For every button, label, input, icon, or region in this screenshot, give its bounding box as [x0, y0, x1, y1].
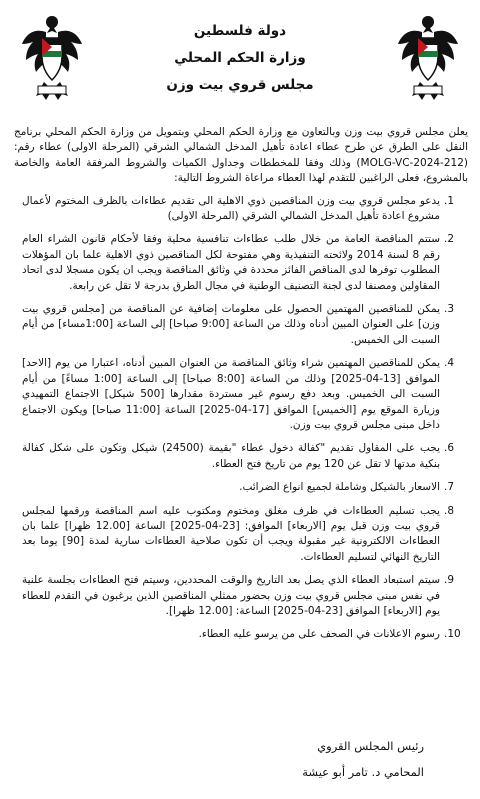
condition-number: 9. — [444, 574, 455, 587]
condition-number: 2. — [444, 233, 455, 246]
condition-item — [14, 441, 468, 472]
condition-number: 3. — [444, 303, 455, 316]
condition-text: يمكن للمناقصين المهتمين شراء وثائق المناقصة من العنوان المبين أدناه، اعتبارا من يوم [الاحد] الموافق [13-04-2025] وذلك من الساعة [8:00 صباحا] إلى الساعة [1:00 مساءً] من أيام السبت الى الخميس. وبعد دفع رسوم غير مستردة مقدارها [500 شيكل] الاجتماع التمهيدي وزيارة الموقع يوم [الخميس] الموافق [17-04-2025] الساعة [11:00 صباحا] ويكون الاجتماع داخل مبنى مجلس قروي بيت وزن. — [22, 357, 441, 431]
signatory-title: رئيس المجلس القروي — [317, 739, 424, 753]
condition-item — [14, 573, 468, 619]
condition-item — [14, 480, 468, 495]
condition-text: سيتم استبعاد العطاء الذي يصل بعد التاريخ والوقت المحددين، وسيتم فتح العطاءات بجلسة علنية في نفس مبنى مجلس قروي بيت وزن بحضور ممثلي المناقصين الذين يرغبون في التقدم للعطاء يوم [الاربعاء] الموافق [23-04-2025] الساعة: [12.00 ظهرا]. — [22, 574, 440, 617]
intro-paragraph: يعلن مجلس قروي بيت وزن وبالتعاون مع وزارة الحكم المحلي وبتمويل من وزارة الحكم المحلي برنامج النقل على الطرق عن طرح عطاء اعادة تأهيل المدخل الشمالي الشرقي (المرحلة الاولى) عطاء رقم: (MOLG-VC-2024-212) وذلك وفقا للمخططات وجداول الكميات والشروط المرفقة العامة والخاصة بالمشروع، فعلى الراغبين للتقدم لهذا العطاء مراعاة الشروط التالية: — [14, 126, 468, 185]
condition-item — [14, 504, 468, 566]
condition-text: يدعو مجلس قروي بيت وزن المناقصين ذوي الاهلية الى تقديم عطاءات بالظرف المختوم لأعمال مشروع اعادة تأهيل المدخل الشمالي الشرقي (المرحلة الاولى) — [22, 194, 440, 223]
condition-number: 8. — [444, 504, 455, 517]
condition-text: يجب تسليم العطاءات في ظرف مغلق ومختوم ومكتوب عليه اسم المناقصة ورقمها لمجلس قروي بيت وزن قبل يوم [الاربعاء] الموافق: [23-04-2025] الساعة [12.00 ظهرا] علما بان العطاءات الالكترونية غير مقبولة ويجب أن تكون صلاحية العطاءات سارية لمدة [90] يوما بعد التاريخ النهائي لتسليم العطاءات. — [22, 504, 440, 563]
ministry-name: وزارة الحكم المحلي — [174, 50, 306, 66]
condition-item — [14, 356, 468, 433]
condition-number: 6. — [444, 442, 455, 455]
condition-text: رسوم الاعلانات في الصحف على من يرسو عليه العطاء. — [198, 628, 440, 641]
letterhead — [0, 0, 480, 112]
signature-block — [0, 733, 424, 785]
conditions-list — [14, 194, 468, 643]
condition-text: يمكن للمناقصين المهتمين الحصول على معلومات إضافية عن المناقصة من [مجلس قروي بيت وزن] على العنوان المبين أدناه وذلك من الساعة [9:00 صباحا] إلى الساعة [1:00مساء] من أيام السبت الى الخميس. — [22, 303, 440, 346]
council-name: مجلس قروي بيت وزن — [166, 77, 314, 93]
signatory-name: المحامي د. تامر أبو عيشة — [302, 765, 424, 779]
announcement-body — [14, 125, 468, 651]
condition-item — [14, 232, 468, 294]
condition-text: الاسعار بالشيكل وشاملة لجميع انواع الضرائب. — [239, 481, 440, 494]
condition-number: 7. — [444, 481, 455, 494]
condition-text: ستتم المناقصة العامة من خلال طلب عطاءات تنافسية محلية وفقا لأحكام قانون الشراء العام رقم 8 لسنة 2014 ولائحته التنفيذية وهي مفتوحة لكل المناقصين ذوي الاهلية علما بان المؤهلات المطلوب توفرها لدى المناقص الفائز محددة في وثائق المناقصة ويجب ان يكون مسجلا لدى اتحاد المقاولين ومصنفا لدى لجنة التصنيف الوطنية في مجال الطرق بدرجة لا تقل عن رابعة. — [22, 233, 441, 292]
condition-item — [14, 627, 468, 642]
country-name: دولة فلسطين — [193, 23, 287, 39]
condition-number: 1. — [444, 194, 455, 207]
condition-text: يجب على المقاول تقديم "كفالة دخول عطاء "بقيمة (24500) شيكل وتكون على شكل كفالة بنكية مدتها لا تقل عن 120 يوم من تاريخ فتح العطاء. — [22, 442, 440, 470]
condition-item — [14, 194, 468, 225]
eagle-emblem-icon — [396, 10, 460, 106]
condition-number: 4. — [444, 357, 455, 370]
condition-item — [14, 302, 468, 348]
condition-number: 10. — [444, 628, 461, 641]
